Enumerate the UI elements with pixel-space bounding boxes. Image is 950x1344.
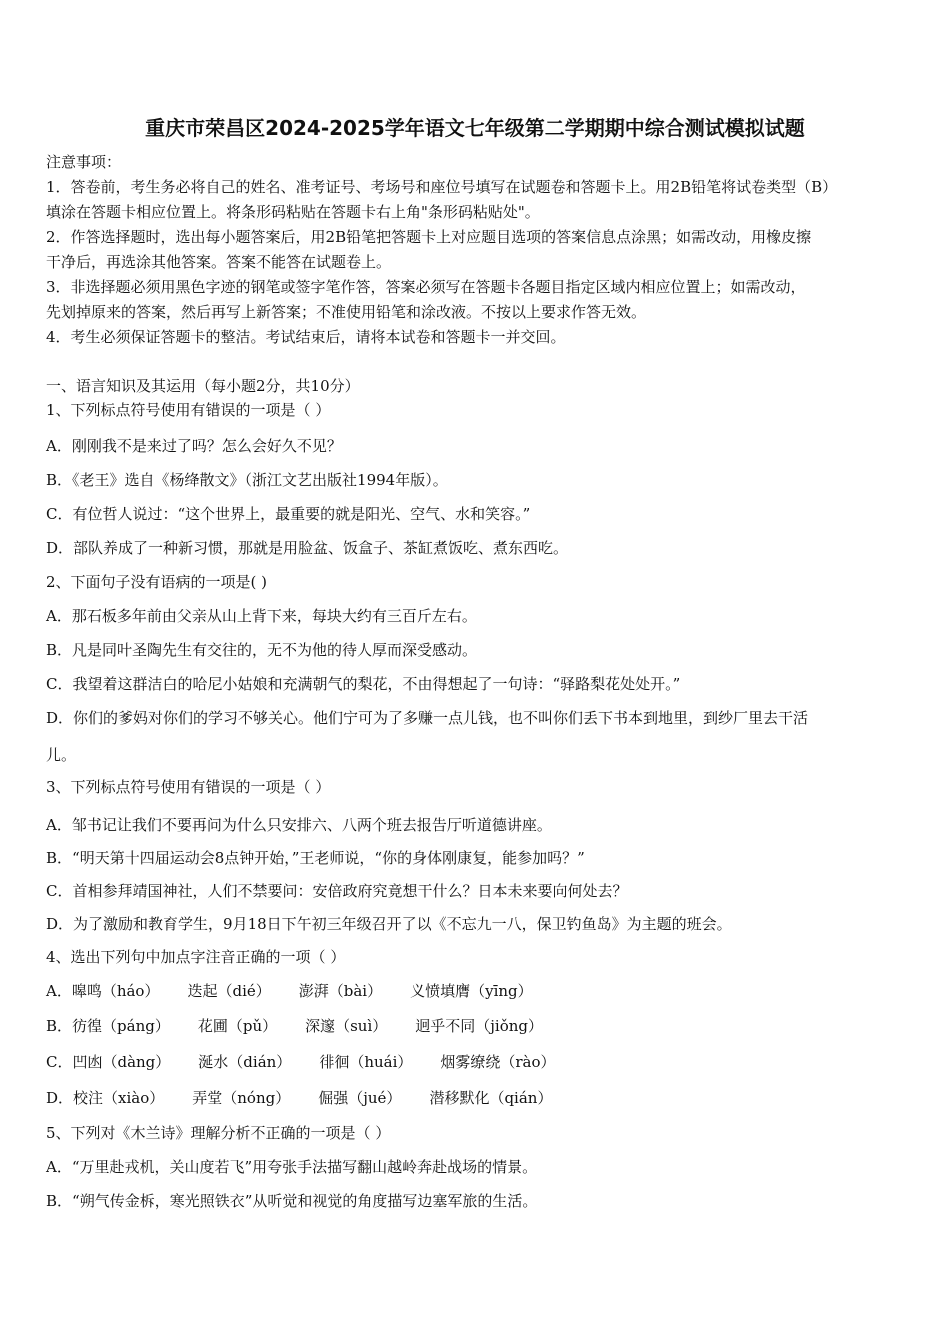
pinyin-item: 义愤填膺（yīng） [410,982,533,1000]
notice-line: 填涂在答题卡相应位置上。将条形码粘贴在答题卡右上角"条形码粘贴处"。 [46,203,540,221]
question-option: B．“明天第十四届运动会8点钟开始，”王老师说，“你的身体刚康复，能参加吗？” [46,849,585,867]
pinyin-item: B．彷徨（páng） [46,1017,170,1035]
question-option [46,1088,906,1108]
question-option: D．部队养成了一种新习惯，那就是用脸盆、饭盒子、茶缸煮饭吃、煮东西吃。 [46,539,569,557]
pinyin-item: 弄堂（nóng） [192,1089,291,1107]
pinyin-item: 徘徊（huái） [319,1053,413,1071]
pinyin-item: 花圃（pǔ） [197,1017,278,1035]
pinyin-item: D．校注（xiào） [46,1089,165,1107]
question-option: B．凡是同叶圣陶先生有交往的，无不为他的待人厚而深受感动。 [46,641,478,659]
question-option: B．“朔气传金柝，寒光照铁衣”从听觉和视觉的角度描写边塞军旅的生活。 [46,1192,538,1210]
question-stem: 2、下面句子没有语病的一项是( ) [46,573,268,591]
question-option: C．我望着这群洁白的哈尼小姑娘和充满朝气的梨花，不由得想起了一句诗：“驿路梨花处处开。” [46,675,681,693]
pinyin-item: 澎湃（bài） [298,982,383,1000]
notice-line: 先划掉原来的答案，然后再写上新答案；不准使用铅笔和涂改液。不按以上要求作答无效。 [46,303,647,321]
pinyin-item: A．嗥鸣（háo） [46,982,160,1000]
notice-line: 4．考生必须保证答题卡的整洁。考试结束后，请将本试卷和答题卡一并交回。 [46,328,566,346]
question-option: C．首相参拜靖国神社，人们不禁要问：安倍政府究竟想干什么？日本未来要向何处去？ [46,882,628,900]
pinyin-item: 倔强（jué） [318,1089,402,1107]
page-title: 重庆市荣昌区2024-2025学年语文七年级第二学期期中综合测试模拟试题 [145,116,805,140]
notice-line: 1．答卷前，考生务必将自己的姓名、准考证号、考场号和座位号填写在试题卷和答题卡上。用2B铅笔将试卷类型（B） [46,178,838,196]
question-option: A．刚刚我不是来过了吗？怎么会好久不见？ [46,437,342,455]
question-stem: 4、选出下列句中加点字注音正确的一项（ ） [46,948,346,966]
section-heading: 一、语言知识及其运用（每小题2分，共10分） [46,377,360,395]
question-stem: 1、下列标点符号使用有错误的一项是（ ） [46,401,331,419]
pinyin-item: 迭起（dié） [187,982,271,1000]
question-option: A．邹书记让我们不要再问为什么只安排六、八两个班去报告厅听道德讲座。 [46,816,552,834]
notice-heading: 注意事项： [46,153,122,171]
question-option: B．《老王》选自《杨绛散文》（浙江文艺出版社1994年版）。 [46,471,448,489]
question-stem: 5、下列对《木兰诗》理解分析不正确的一项是（ ） [46,1124,391,1142]
pinyin-item: C．凹凼（dàng） [46,1053,171,1071]
question-option: A．“万里赴戎机，关山度若飞”用夸张手法描写翻山越岭奔赴战场的情景。 [46,1158,538,1176]
pinyin-item: 潜移默化（qián） [429,1089,553,1107]
question-option-continued: 儿。 [46,746,77,764]
question-option [46,981,906,1001]
pinyin-item: 烟雾缭绕（rào） [440,1053,556,1071]
pinyin-item: 迥乎不同（jiǒng） [415,1017,544,1035]
question-option [46,1052,906,1072]
question-stem: 3、下列标点符号使用有错误的一项是（ ） [46,778,331,796]
question-option [46,1016,906,1036]
notice-line: 2．作答选择题时，选出每小题答案后，用2B铅笔把答题卡上对应题目选项的答案信息点涂黑；如需改动，用橡皮擦 [46,228,812,246]
pinyin-item: 深邃（suì） [305,1017,388,1035]
question-option: A．那石板多年前由父亲从山上背下来，每块大约有三百斤左右。 [46,607,477,625]
notice-line: 干净后，再选涂其他答案。答案不能答在试题卷上。 [46,253,392,271]
pinyin-item: 涎水（dián） [198,1053,292,1071]
question-option: C．有位哲人说过：“这个世界上，最重要的就是阳光、空气、水和笑容。” [46,505,531,523]
question-option: D．为了激励和教育学生，9月18日下午初三年级召开了以《不忘九一八，保卫钓鱼岛》为主题的班会。 [46,915,732,933]
notice-line: 3．非选择题必须用黑色字迹的钢笔或签字笔作答，答案必须写在答题卡各题目指定区域内相应位置上；如需改动， [46,278,806,296]
question-option: D．你们的爹妈对你们的学习不够关心。他们宁可为了多赚一点儿钱，也不叫你们丢下书本到地里，到纱厂里去干活 [46,709,809,727]
